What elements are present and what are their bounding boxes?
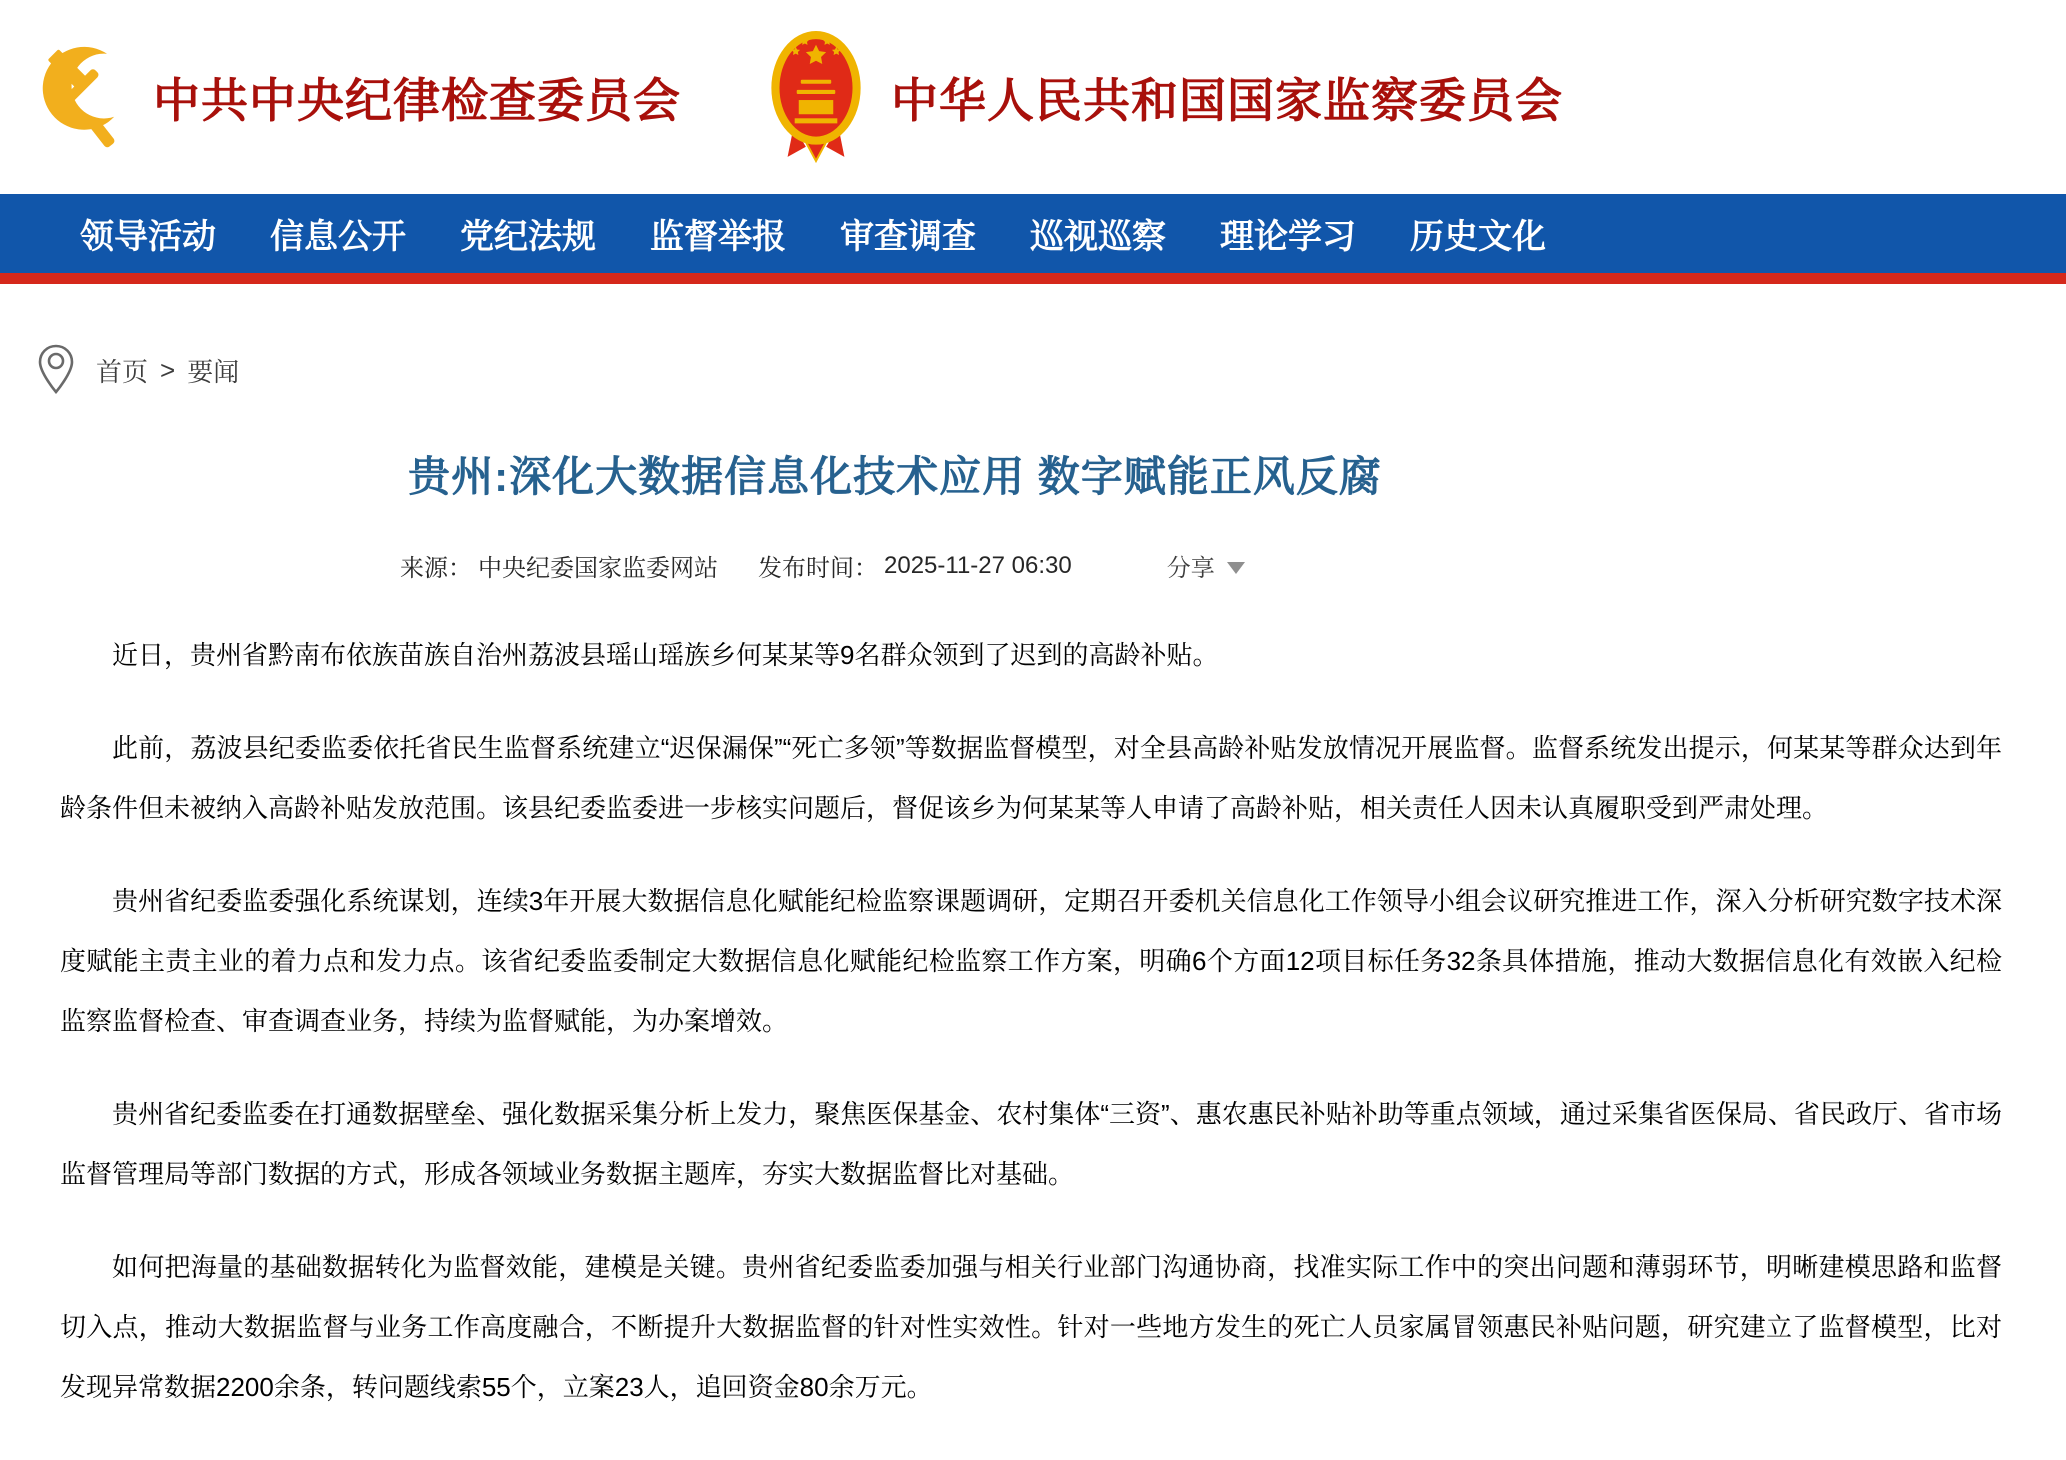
breadcrumb-current[interactable]: 要闻: [187, 356, 240, 387]
nsc-logo-text: 中华人民共和国国家监察委员会: [891, 73, 1563, 127]
nav-item-information-disclosure[interactable]: 信息公开: [270, 218, 406, 256]
breadcrumb: [38, 344, 2066, 396]
location-pin-icon: [38, 344, 74, 396]
breadcrumb-home[interactable]: 首页: [96, 356, 149, 387]
paragraph: 贵州省纪委监委强化系统谋划，连续3年开展大数据信息化赋能纪检监察课题调研，定期召开委机关信息化工作领导小组会议研究推进工作，深入分析研究数字技术深度赋能主责主业的着力点和发力点。该省纪委监委制定大数据信息化赋能纪检监察工作方案，明确6个方面12项目标任务32条具体措施，推动大数据信息化有效嵌入纪检监察监督检查、审查调查业务，持续为监督赋能，为办案增效。: [60, 886, 2002, 1036]
paragraph: 贵州省纪委监委在打通数据壁垒、强化数据采集分析上发力，聚焦医保基金、农村集体“三资”、惠农惠民补贴补助等重点领域，通过采集省医保局、省民政厅、省市场监督管理局等部门数据的方式，形成各领域业务数据主题库，夯实大数据监督比对基础。: [60, 1099, 2002, 1189]
source-label: 来源：: [400, 555, 472, 582]
publish-time-value: 2025-11-27 06:30: [884, 551, 1072, 579]
ccdi-logo-text: 中共中央纪律检查委员会: [153, 73, 681, 127]
nav-item-review-investigation[interactable]: 审查调查: [840, 218, 976, 256]
paragraph: 如何把海量的基础数据转化为监督效能，建模是关键。贵州省纪委监委加强与相关行业部门沟通协商，找准实际工作中的突出问题和薄弱环节，明晰建模思路和监督切入点，推动大数据监督与业务工作高度融合，不断提升大数据监督的针对性实效性。针对一些地方发生的死亡人员家属冒领惠民补贴问题，研究建立了监督模型，比对发现异常数据2200余条，转问题线索55个，立案23人，追回资金80余万元。: [60, 1252, 2002, 1402]
nav-item-supervision-reporting[interactable]: 监督举报: [650, 218, 786, 256]
share-button[interactable]: [1167, 548, 1245, 583]
nav-item-history-culture[interactable]: 历史文化: [1410, 218, 1546, 256]
caret-down-icon: [1227, 562, 1245, 574]
nsc-logo[interactable]: [769, 27, 1563, 167]
article-meta: [400, 548, 2066, 583]
nav-item-inspection-patrol[interactable]: 巡视巡察: [1030, 218, 1166, 256]
article-title: 贵州:深化大数据信息化技术应用 数字赋能正风反腐: [408, 453, 1382, 500]
ccdi-logo[interactable]: [35, 38, 681, 156]
site-header: [0, 0, 2066, 194]
national-emblem-icon: [769, 27, 863, 167]
breadcrumb-separator: >: [160, 354, 176, 385]
source-value: 中央纪委国家监委网站: [478, 555, 718, 582]
nav-item-theoretical-study[interactable]: 理论学习: [1220, 218, 1356, 256]
hammer-and-sickle-icon: [35, 38, 125, 156]
publish-time-label: 发布时间：: [758, 555, 878, 582]
paragraph: 此前，荔波县纪委监委依托省民生监督系统建立“迟保漏保”“死亡多领”等数据监督模型，对全县高龄补贴发放情况开展监督。监督系统发出提示，何某某等群众达到年龄条件但未被纳入高龄补贴发放范围。该县纪委监委进一步核实问题后，督促该乡为何某某等人申请了高龄补贴，相关责任人因未认真履职受到严肃处理。: [60, 733, 2002, 823]
nav-item-party-discipline-rules[interactable]: 党纪法规: [460, 218, 596, 256]
paragraph: 近日，贵州省黔南布依族苗族自治州荔波县瑶山瑶族乡何某某等9名群众领到了迟到的高龄补贴。: [112, 640, 1219, 670]
nav-item-leadership-activities[interactable]: 领导活动: [80, 218, 216, 256]
article-body: [0, 625, 2066, 1417]
share-label: 分享: [1166, 555, 1215, 582]
main-nav: [0, 194, 2066, 284]
